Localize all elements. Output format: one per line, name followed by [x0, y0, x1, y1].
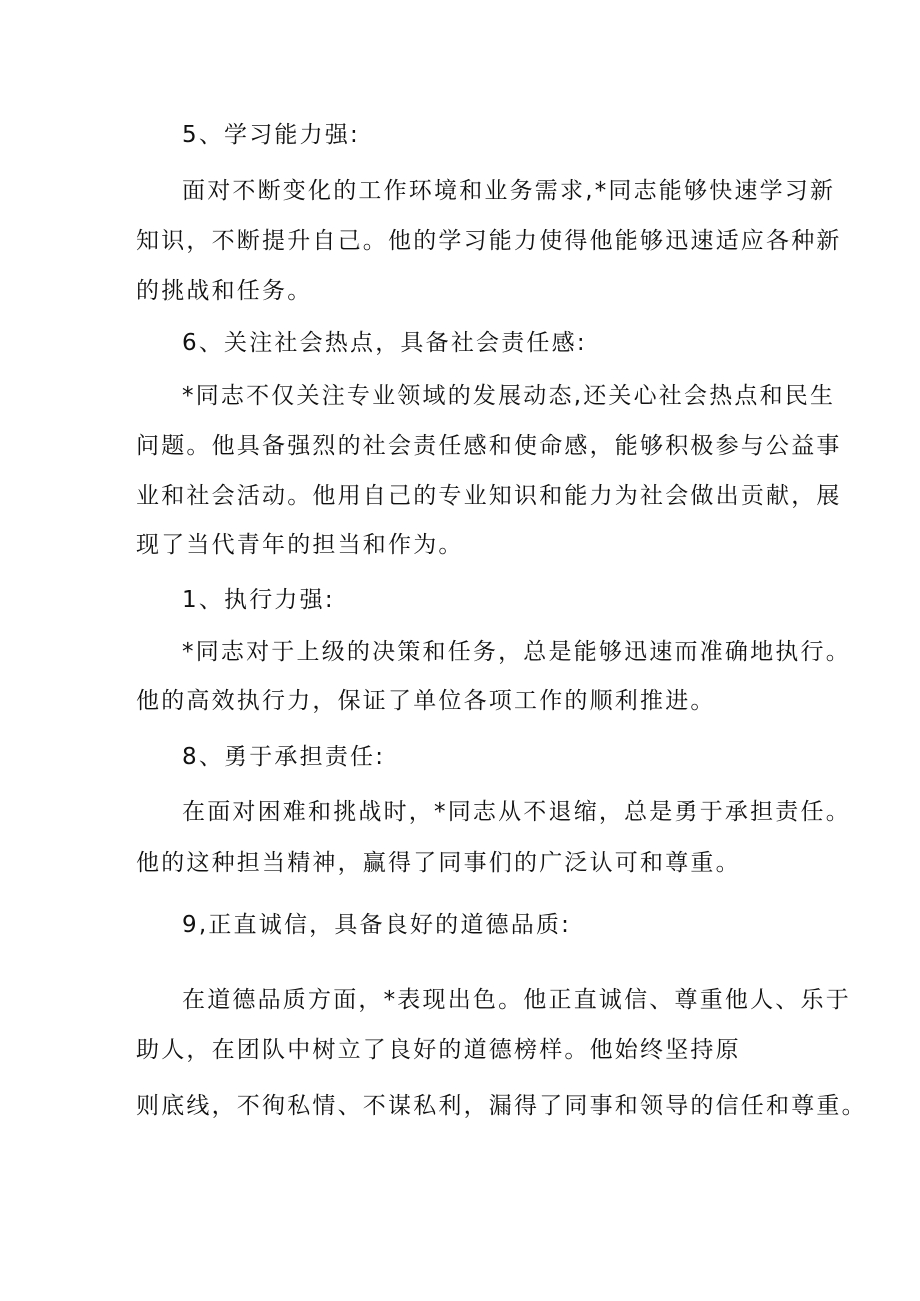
section-heading-5: 5、学习能力强: — [182, 122, 360, 148]
section-heading-9: 9,正直诚信，具备良好的道德品质: — [182, 912, 572, 938]
paragraph-line: 他的高效执行力，保证了单位各项工作的顺利推进。 — [136, 688, 716, 714]
section-heading-8: 8、勇于承担责任: — [182, 744, 386, 770]
paragraph-line: 在面对困难和挑战时，*同志从不退缩，总是勇于承担责任。 — [182, 799, 851, 825]
paragraph-line: 业和社会活动。他用自己的专业知识和能力为社会做出贡献，展 — [136, 483, 842, 509]
paragraph-line: 知识，不断提升自己。他的学习能力使得他能够迅速适应各种新 — [136, 228, 842, 254]
paragraph-line: 在道德品质方面，*表现出色。他正直诚信、尊重他人、乐于 — [182, 987, 851, 1013]
paragraph-line: 面对不断变化的工作环境和业务需求,*同志能够快速学习新 — [182, 178, 836, 204]
paragraph-line: 则底线，不徇私情、不谋私利，漏得了同事和领导的信任和尊重。 — [136, 1093, 867, 1119]
paragraph-line: 现了当代青年的担当和作为。 — [136, 532, 464, 558]
section-heading-7: 1、执行力强: — [182, 587, 335, 613]
paragraph-line: 的挑战和任务。 — [136, 278, 313, 304]
paragraph-line: *同志不仅关注专业领域的发展动态,还关心社会热点和民生 — [182, 383, 836, 409]
paragraph-line: 他的这种担当精神，赢得了同事们的广泛认可和尊重。 — [136, 850, 741, 876]
paragraph-line: *同志对于上级的决策和任务，总是能够迅速而准确地执行。 — [182, 639, 851, 665]
paragraph-line: 问题。他具备强烈的社会责任感和使命感，能够积极参与公益事 — [136, 433, 842, 459]
section-heading-6: 6、关注社会热点，具备社会责任感: — [182, 330, 587, 356]
paragraph-line: 助人，在团队中树立了良好的道德榜样。他始终坚持原 — [136, 1037, 741, 1063]
